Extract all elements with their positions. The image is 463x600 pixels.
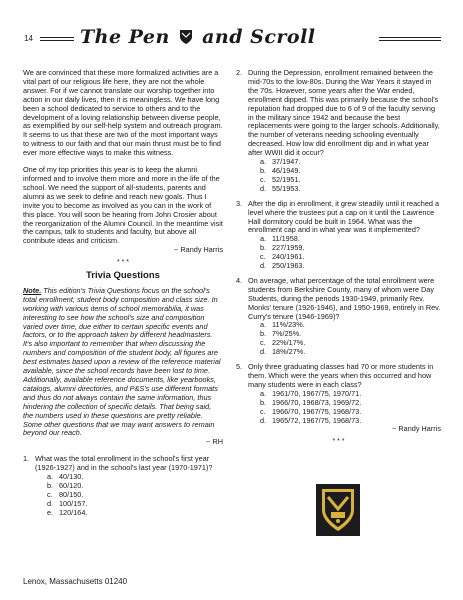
trivia-note-label: Note.: [23, 285, 42, 295]
trivia-note-signature: ~ RH: [206, 437, 223, 447]
answer-option: c. 240/1961.: [260, 252, 305, 262]
answer-option: b. 60/120.: [47, 480, 84, 490]
question-number: 1.: [23, 454, 30, 464]
question-text: What was the total enrollment in the school's first year (1926-1927) and in the school's last year (1970-1971)?: [35, 454, 213, 473]
answer-option: b. 46/1949.: [260, 165, 301, 175]
separator-stars: * * *: [332, 438, 345, 446]
answer-option: c. 1966/70, 1967/75, 1968/73.: [260, 406, 362, 416]
footer-location: Lenox, Massachusetts 01240: [23, 577, 128, 586]
question-number: 2.: [236, 68, 243, 77]
answer-option: a. 11/1958.: [260, 234, 300, 244]
answer-option: c. 80/150.: [47, 489, 84, 499]
editorial-paragraph: We are convinced that these more formalized activities are a vital part of our religious life here, they are not the whole answer. For if we cannot translate our worship together into action in our daily lives, then it is meaningless. We have long been a school dedicated to service to others and to the development of a loving relationship between diverse people, as exemplified by our self-help system and outreach program. It seems to us that these are two of the most important ways to witness to our faith and that our main thrust must be to find ever more effective ways to make this witness.: [23, 68, 223, 158]
trivia-note: [23, 287, 223, 438]
question-text: During the Depression, enrollment remained between the mid-70s to the low-80s. During the War Years it stayed in the 70s. However, some years after the War ended, enrollment dipped. This was primarily because the school's reputation had dropped due to 6 of 9 of the faculty serving in the military since 1942 and because the best replacements were going to the larger schools. Additionally, the number of veterans needing schooling eventually decreased. How low did enrollment dip and in what year after WWII did it occur?: [248, 68, 440, 158]
header-rule-left: [40, 37, 74, 38]
question-number: 5.: [236, 362, 243, 372]
answer-option: d. 250/1963.: [260, 261, 305, 271]
header-rule-right: [379, 37, 441, 38]
crest-icon: [179, 29, 193, 45]
question-1: [23, 455, 223, 517]
question-text: Only three graduating classes had 70 or more students in them. Which were the years when this occurred and how many students were in each class?: [248, 362, 434, 389]
question-3: [236, 200, 441, 271]
question-5: [236, 363, 441, 425]
answer-option: b. 7%/25%.: [260, 329, 302, 339]
page-number: 14: [24, 34, 33, 43]
answer-option: c. 22%/17%.: [260, 338, 306, 348]
answer-option: b. 227/1959.: [260, 243, 305, 253]
answer-option: d. 55/1953.: [260, 183, 301, 193]
question-text: After the dip in enrollment, it grew steadily until it reached a level where the trustees put a cap on it until the Lawrence Hall dormitory could be built in 1964. What was the enrollment cap and in what year was it implemented?: [248, 198, 440, 235]
right-column: [236, 69, 441, 451]
editorial-signature: ~ Randy Harris: [174, 245, 223, 255]
answer-option: a. 37/1947.: [260, 157, 301, 167]
question-4: [236, 277, 441, 357]
trivia-note-text: This edition's Trivia Questions focus on the school's total enrollment, student body composition and class size. In working with various items of school memorabilia, it was interesting to see how the school's size and composition varied over time, due either to certain specific events and factors, or to the approach taken by different headmasters. It's also important to remember that when discussing the numbers and composition of the student body, all figures are best estimates based upon a review of the reference material available, since the school records have been lost to time. Additionally, available reference documents, like yearbooks, catalogs, alumni directories, and P&S's use different formats and thus do not always contain the same information, thus hindering the collection of specific details. That being said, the numbers used in these questions are pretty reliable. Some other questions that we may want answers to remain beyond our reach.: [23, 285, 221, 438]
editorial-paragraph: One of my top priorities this year is to keep the alumni informed and to involve them more and more in the life of the school. We need the support of all-students, parents and alumni as we seek to define and reach new goals. Thus I invite you to become as involved as you can in the work of this place. You will soon be hearing from John Crosier about the reorganization of the Alumni Council. In the meantime visit the campus, talk to students and faculty, but above all contribute ideas and criticism.: [23, 165, 223, 246]
question-number: 3.: [236, 198, 243, 208]
header-rule-right-2: [379, 40, 441, 41]
answer-option: d. 18%/27%.: [260, 347, 306, 357]
masthead-title-right: and Scroll: [202, 26, 316, 48]
masthead-title-left: The Pen: [80, 26, 170, 48]
masthead-title: [80, 26, 316, 48]
school-seal-icon: [316, 484, 360, 536]
answer-option: a. 1961/70, 1967/75, 1970/71.: [260, 388, 362, 398]
answer-option: e. 120/164.: [47, 507, 88, 517]
question-text: On average, what percentage of the total enrollment were students from Berkshire County, many of whom were Day Students, during the periods 1930-1949, primarily Rev. Monks' tenure (1926-1946), and 1950-1969, entirely in Rev. Curry's tenure (1946-1969)?: [248, 275, 441, 321]
question-2: [236, 69, 441, 194]
answer-option: d. 100/157.: [47, 498, 88, 508]
answer-option: a. 40/130.: [47, 472, 84, 482]
left-column: [23, 69, 223, 524]
trivia-heading: Trivia Questions: [86, 270, 160, 282]
answer-option: a. 11%/23%.: [260, 320, 305, 330]
answer-option: d. 1965/72, 1967/75, 1968/73.: [260, 415, 362, 425]
separator-stars: * * *: [116, 259, 130, 267]
question-number: 4.: [236, 275, 243, 285]
answer-option: b. 1966/70, 1968/73, 1969/72.: [260, 397, 362, 407]
trivia-signature: ~ Randy Harris: [392, 424, 441, 434]
answer-option: c. 52/1951.: [260, 174, 301, 184]
header-rule-left-2: [40, 40, 74, 41]
